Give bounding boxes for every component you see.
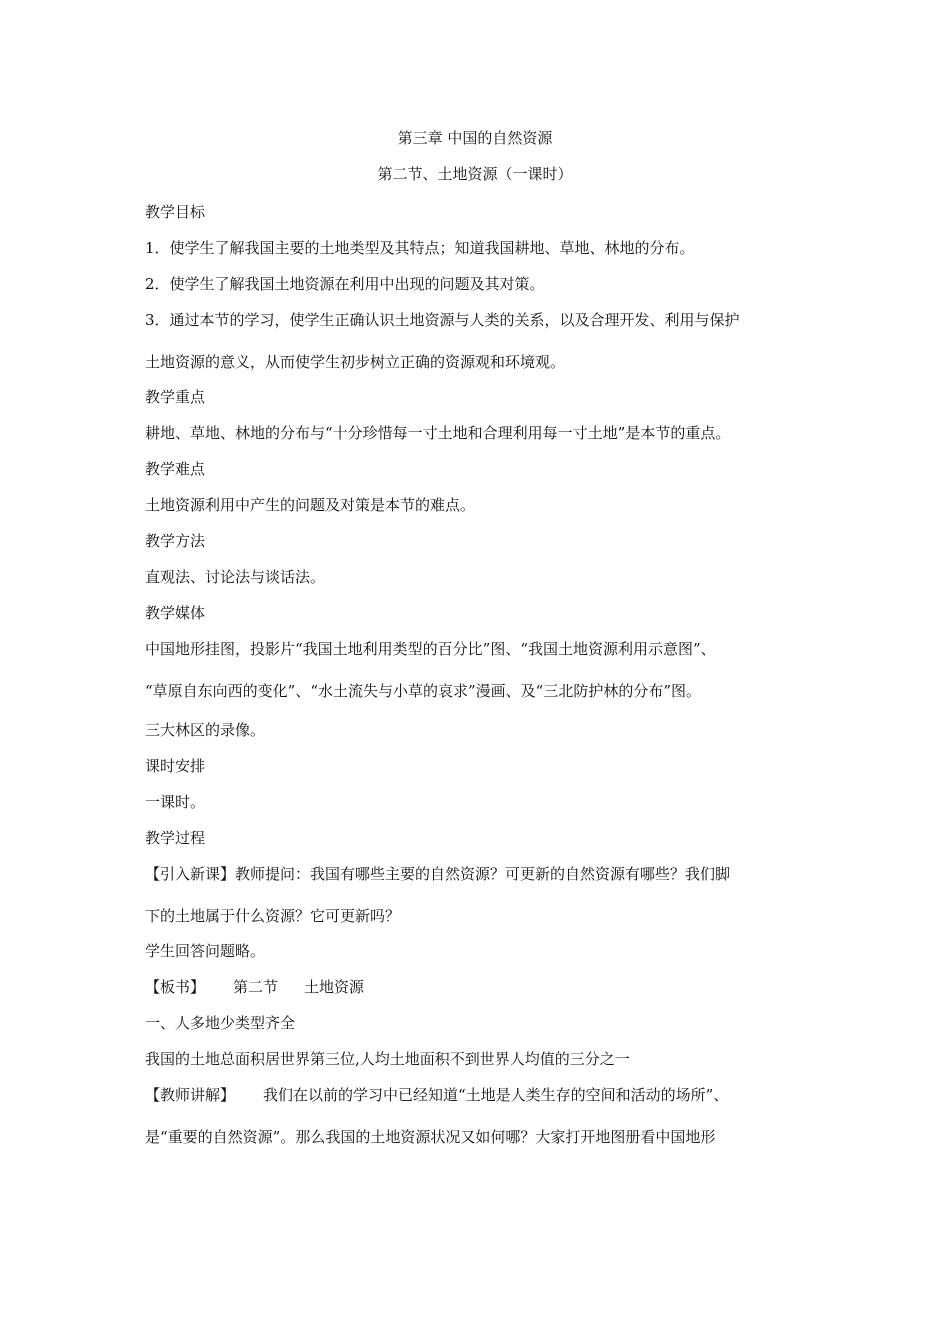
student-answer: 学生回答问题略。 xyxy=(145,942,266,960)
process-heading: 教学过程 xyxy=(145,829,206,847)
schedule-text: 一课时。 xyxy=(145,793,206,811)
key-points-heading: 教学重点 xyxy=(145,388,206,406)
lecture-line-1 xyxy=(145,1085,815,1105)
objective-3-line-1: 3．通过本节的学习，使学生正确认识土地资源与人类的关系，以及合理开发、利用与保护 xyxy=(145,311,740,329)
methods-text: 直观法、讨论法与谈话法。 xyxy=(145,568,326,586)
section-title: 第二节、土地资源（一课时） xyxy=(377,165,573,183)
schedule-heading: 课时安排 xyxy=(145,757,206,775)
lecture-label: 【教师讲解】 xyxy=(145,1086,236,1104)
methods-heading: 教学方法 xyxy=(145,532,206,550)
section-one-heading: 一、人多地少类型齐全 xyxy=(145,1014,296,1032)
lecture-line-2: 是“重要的自然资源”。那么我国的土地资源状况又如何哪？大家打开地图册看中国地形 xyxy=(145,1128,716,1146)
media-line-3: 三大林区的录像。 xyxy=(145,721,266,739)
difficulties-text: 土地资源利用中产生的问题及对策是本节的难点。 xyxy=(145,496,476,514)
board-topic: 土地资源 xyxy=(304,978,365,996)
lecture-text-1: 我们在以前的学习中已经知道“土地是人类生存的空间和活动的场所”、 xyxy=(263,1086,729,1104)
chapter-title: 第三章 中国的自然资源 xyxy=(397,129,553,147)
intro-line-2: 下的土地属于什么资源？它可更新吗？ xyxy=(145,907,401,925)
board-label: 【板书】 xyxy=(145,978,206,996)
intro-line-1: 【引入新课】教师提问：我国有哪些主要的自然资源？可更新的自然资源有哪些？我们脚 xyxy=(145,865,731,883)
media-line-1: 中国地形挂图，投影片“我国土地利用类型的百分比”图、“我国土地资源利用示意图”、 xyxy=(145,640,716,658)
key-points-text: 耕地、草地、林地的分布与“十分珍惜每一寸土地和合理利用每一寸土地”是本节的重点。 xyxy=(145,424,731,442)
difficulties-heading: 教学难点 xyxy=(145,460,206,478)
land-fact: 我国的土地总面积居世界第三位,人均土地面积不到世界人均值的三分之一 xyxy=(145,1050,630,1068)
objective-1: 1．使学生了解我国主要的土地类型及其特点；知道我国耕地、草地、林地的分布。 xyxy=(145,239,695,257)
objectives-heading: 教学目标 xyxy=(145,203,206,221)
media-heading: 教学媒体 xyxy=(145,604,206,622)
objective-3-line-2: 土地资源的意义，从而使学生初步树立正确的资源观和环境观。 xyxy=(145,353,566,371)
objective-2: 2．使学生了解我国土地资源在利用中出现的问题及其对策。 xyxy=(145,275,545,293)
board-section: 第二节 xyxy=(233,978,279,996)
board-line xyxy=(145,977,815,997)
media-line-2: “草原自东向西的变化”、“水土流失与小草的哀求”漫画、及“三北防护林的分布”图。 xyxy=(145,682,702,700)
